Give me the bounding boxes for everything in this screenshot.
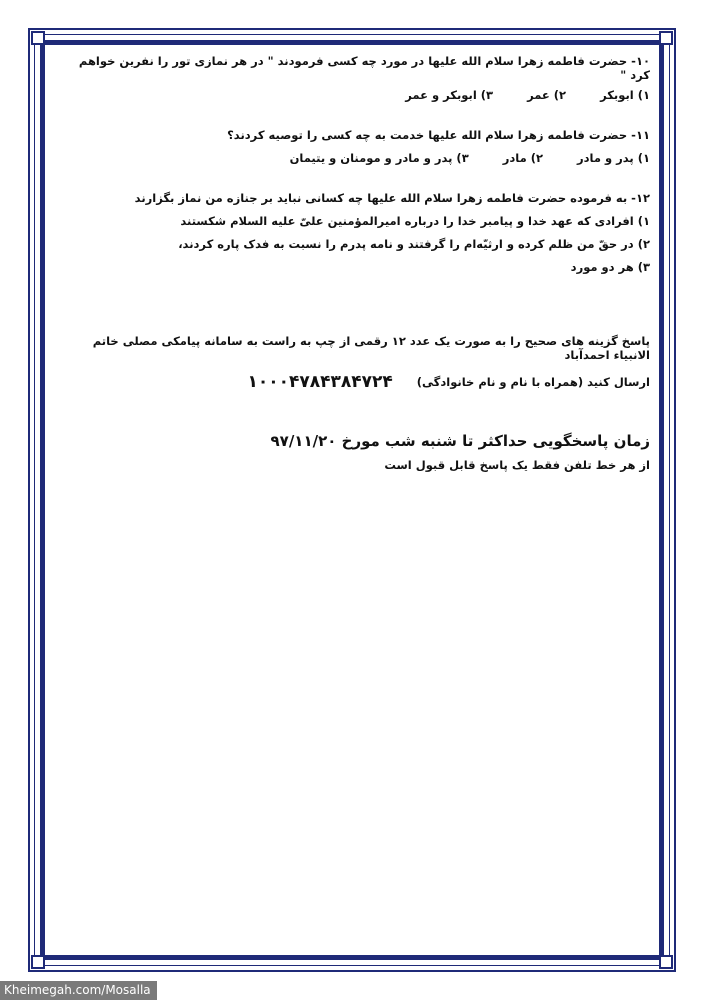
deadline-title: زمان پاسخگویی حداکثر تا شنبه شب مورخ ۹۷/۱۱/۲۰ bbox=[270, 432, 650, 450]
send-instructions: ارسال کنید (همراه با نام و نام خانوادگی) bbox=[416, 375, 650, 389]
question-10-option-3: ۳) ابوبکر و عمر bbox=[405, 88, 494, 102]
question-12-option-1: ۱) افرادی که عهد خدا و پیامبر خدا را درباره امیرالمؤمنین علیّ علیه السلام شکستند bbox=[180, 214, 650, 228]
border-corner-bottom-right bbox=[659, 955, 673, 969]
question-10-title: ۱۰- حضرت فاطمه زهرا سلام الله علیها در مورد چه کسی فرمودند " در هر نمازی تور را نفرین خواهم کرد " bbox=[78, 54, 650, 82]
sms-line bbox=[60, 372, 650, 392]
answer-instructions bbox=[60, 334, 650, 392]
document-content bbox=[60, 50, 650, 472]
question-11 bbox=[60, 128, 650, 165]
question-10-options bbox=[60, 88, 650, 102]
question-11-option-2: ۲) مادر bbox=[502, 151, 543, 165]
sms-number: ۱۰۰۰۴۷۸۴۳۸۴۷۲۴ bbox=[247, 372, 393, 392]
border-corner-bottom-left bbox=[31, 955, 45, 969]
question-12 bbox=[60, 191, 650, 274]
border-corner-top-left bbox=[31, 31, 45, 45]
question-11-option-1: ۱) پدر و مادر bbox=[577, 151, 650, 165]
question-10-option-2: ۲) عمر bbox=[527, 88, 567, 102]
question-11-title: ۱۱- حضرت فاطمه زهرا سلام الله علیها خدمت به چه کسی را توصیه کردند؟ bbox=[227, 128, 650, 142]
question-12-option-3: ۳) هر دو مورد bbox=[570, 260, 650, 274]
watermark-label: Kheimegah.com/Mosalla bbox=[0, 981, 157, 1000]
question-10-option-1: ۱) ابوبکر bbox=[600, 88, 650, 102]
instructions-text: پاسخ گزینه های صحیح را به صورت یک عدد ۱۲ رقمی از چپ به راست به سامانه پیامکی مصلی خاتم الانبیاء احمدآباد bbox=[92, 334, 650, 362]
question-12-option-2: ۲) در حقّ من ظلم کرده و ارثیّه‌ام را گرفتند و نامه پدرم را نسبت به فدک پاره کردند، bbox=[178, 237, 650, 251]
deadline-block bbox=[60, 432, 650, 472]
deadline-note: از هر خط تلفن فقط یک پاسخ قابل قبول است bbox=[384, 458, 650, 472]
question-11-option-3: ۳) پدر و مادر و مومنان و یتیمان bbox=[289, 151, 469, 165]
question-12-title: ۱۲- به فرموده حضرت فاطمه زهرا سلام الله علیها چه کسانی نباید بر جنازه من نماز بگزارند bbox=[134, 191, 650, 205]
border-corner-top-right bbox=[659, 31, 673, 45]
question-10 bbox=[60, 54, 650, 102]
question-11-options bbox=[60, 151, 650, 165]
